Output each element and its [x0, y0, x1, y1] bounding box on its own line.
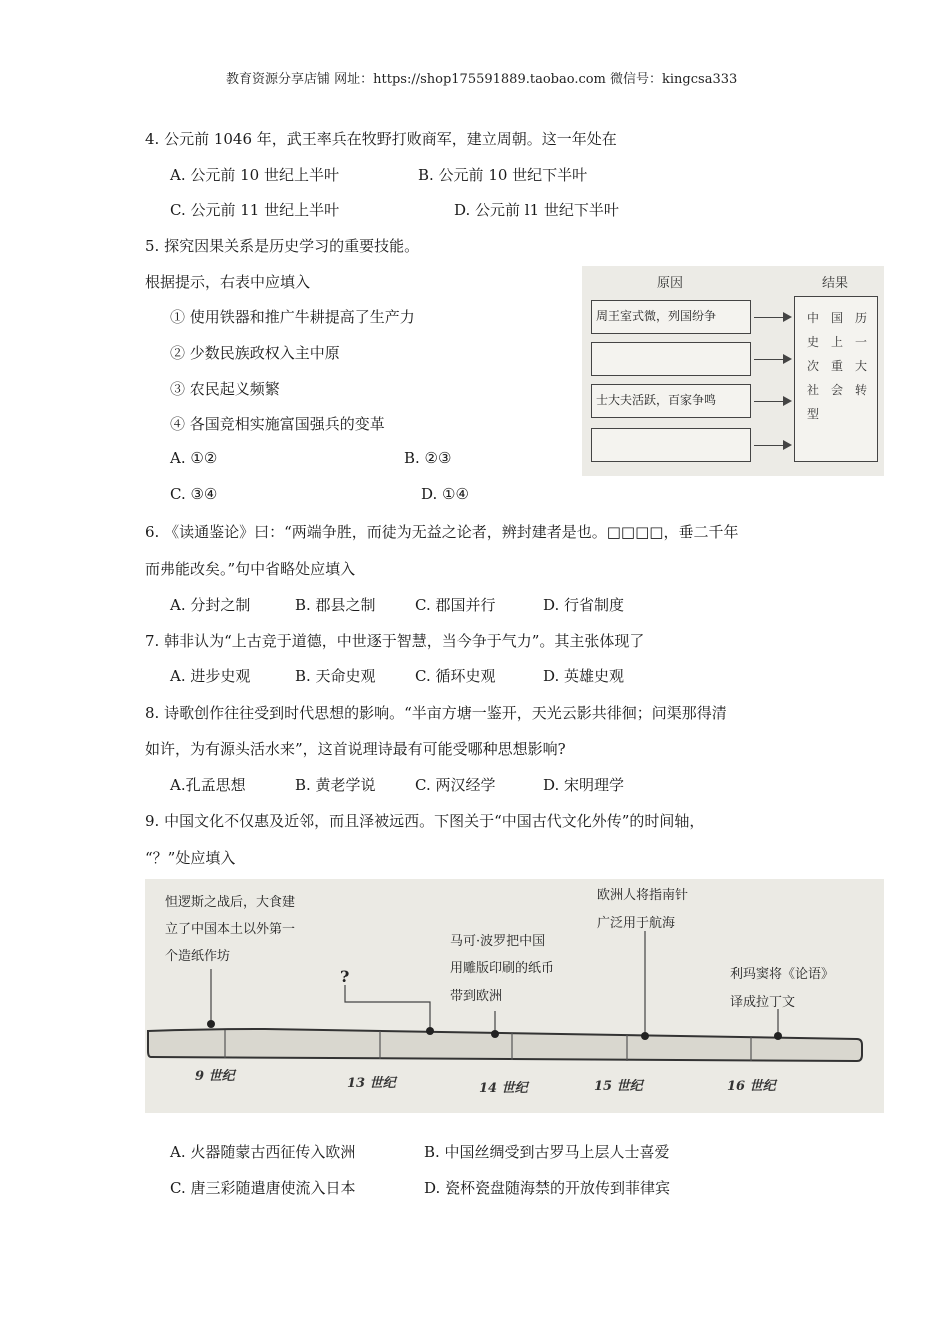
result-char: 转	[855, 383, 868, 397]
event-label: 带到欧洲	[450, 989, 503, 1004]
q5-prompt: 根据提示，右表中应填入	[145, 273, 311, 291]
page-header: 教育资源分享店铺 网址：https://shop175591889.taobao.com 微信号：kingcsa333	[226, 72, 738, 87]
q8-option-d[interactable]: D. 宋明理学	[543, 776, 625, 794]
century-label: 16 世纪	[727, 1079, 776, 1094]
century-label: 9 世纪	[195, 1069, 235, 1084]
result-char: 会	[831, 383, 844, 397]
arrow-right-icon	[754, 401, 790, 402]
question-mark-event: ?	[340, 967, 350, 986]
event-label: 利玛窦将《论语》	[730, 967, 835, 982]
q8-option-c[interactable]: C. 两汉经学	[415, 776, 496, 794]
event-label: 马可·波罗把中国	[450, 934, 546, 949]
q4-option-b[interactable]: B. 公元前 10 世纪下半叶	[418, 166, 588, 184]
result-char: 次	[807, 359, 820, 373]
cause-box-1: 周王室式微，列国纷争	[591, 300, 751, 334]
event-label: 译成拉丁文	[730, 995, 796, 1010]
q7-option-b[interactable]: B. 天命史观	[295, 667, 376, 685]
arrow-right-icon	[754, 317, 790, 318]
q8-stem-line1: 8. 诗歌创作往往受到时代思想的影响。“半亩方塘一鉴开，天光云影共徘徊；问渠那得清	[145, 704, 727, 722]
q4-option-a[interactable]: A. 公元前 10 世纪上半叶	[170, 166, 339, 184]
q4-option-c[interactable]: C. 公元前 11 世纪上半叶	[170, 201, 340, 219]
result-char: 大	[855, 359, 868, 373]
q5-option-d[interactable]: D. ①④	[421, 485, 469, 503]
q7-option-c[interactable]: C. 循环史观	[415, 667, 496, 685]
result-char: 型	[807, 407, 820, 421]
event-label: 立了中国本土以外第一	[165, 922, 296, 937]
q5-stem: 5. 探究因果关系是历史学习的重要技能。	[145, 237, 420, 255]
q5-option-b[interactable]: B. ②③	[404, 449, 452, 467]
cause-box-4-blank	[591, 428, 751, 462]
q6-stem-line2: 而弗能改矣。”句中省略处应填入	[145, 560, 356, 578]
timeline-figure	[145, 879, 884, 1113]
q9-option-c[interactable]: C. 唐三彩随遣唐使流入日本	[170, 1179, 356, 1197]
result-char: 重	[831, 359, 844, 373]
q6-option-b[interactable]: B. 郡县之制	[295, 596, 376, 614]
result-char: 社	[807, 383, 820, 397]
cause-box-2-blank	[591, 342, 751, 376]
q6-option-c[interactable]: C. 郡国并行	[415, 596, 496, 614]
event-label: 用雕版印刷的纸币	[450, 961, 555, 976]
cause-header: 原因	[657, 276, 684, 291]
q4-stem: 4. 公元前 1046 年，武王率兵在牧野打败商军，建立周朝。这一年处在	[145, 130, 617, 148]
result-char: 一	[855, 335, 868, 349]
q6-stem-line1: 6. 《读通鉴论》曰：“两端争胜，而徒为无益之论者，辨封建者是也。□□□□，垂二千年	[145, 523, 739, 541]
q5-item-2: ② 少数民族政权入主中原	[170, 344, 340, 362]
q8-option-b[interactable]: B. 黄老学说	[295, 776, 376, 794]
arrow-right-icon	[754, 445, 790, 446]
century-label: 15 世纪	[594, 1079, 643, 1094]
q9-option-b[interactable]: B. 中国丝绸受到古罗马上层人士喜爱	[424, 1143, 670, 1161]
result-box	[794, 296, 878, 462]
arrow-right-icon	[754, 359, 790, 360]
q7-option-a[interactable]: A. 进步史观	[170, 667, 251, 685]
result-header: 结果	[822, 276, 849, 291]
cause-box-3: 士大夫活跃，百家争鸣	[591, 384, 751, 418]
q4-option-d[interactable]: D. 公元前 l1 世纪下半叶	[454, 201, 619, 219]
century-label: 14 世纪	[479, 1081, 528, 1096]
result-char: 中	[807, 311, 820, 325]
q5-option-c[interactable]: C. ③④	[170, 485, 218, 503]
causation-table-figure	[582, 266, 884, 476]
q5-item-1: ① 使用铁器和推广牛耕提高了生产力	[170, 308, 415, 326]
century-label: 13 世纪	[347, 1076, 396, 1091]
q5-option-a[interactable]: A. ①②	[170, 449, 218, 467]
result-char: 上	[831, 335, 844, 349]
event-label: 个造纸作坊	[165, 949, 231, 964]
q9-option-d[interactable]: D. 瓷杯瓷盘随海禁的开放传到菲律宾	[424, 1179, 671, 1197]
q5-item-3: ③ 农民起义频繁	[170, 380, 280, 398]
q7-option-d[interactable]: D. 英雄史观	[543, 667, 625, 685]
q9-stem-line1: 9. 中国文化不仅惠及近邻，而且泽被远西。下图关于“中国古代文化外传”的时间轴，	[145, 812, 705, 830]
q6-option-d[interactable]: D. 行省制度	[543, 596, 625, 614]
q8-stem-line2: 如许，为有源头活水来”，这首说理诗最有可能受哪种思想影响?	[145, 740, 566, 758]
result-char: 历	[855, 311, 868, 325]
q9-option-a[interactable]: A. 火器随蒙古西征传入欧洲	[170, 1143, 356, 1161]
q7-stem: 7. 韩非认为“上古竞于道德，中世逐于智慧，当今争于气力”。其主张体现了	[145, 632, 645, 650]
event-label: 欧洲人将指南针	[597, 888, 689, 903]
q5-item-4: ④ 各国竞相实施富国强兵的变革	[170, 415, 385, 433]
result-char: 国	[831, 311, 844, 325]
q9-stem-line2: “？”处应填入	[145, 849, 236, 867]
event-label: 广泛用于航海	[597, 916, 676, 931]
q6-option-a[interactable]: A. 分封之制	[170, 596, 251, 614]
result-char: 史	[807, 335, 820, 349]
q8-option-a[interactable]: A.孔孟思想	[170, 776, 246, 794]
event-label: 怛逻斯之战后，大食建	[165, 895, 296, 910]
